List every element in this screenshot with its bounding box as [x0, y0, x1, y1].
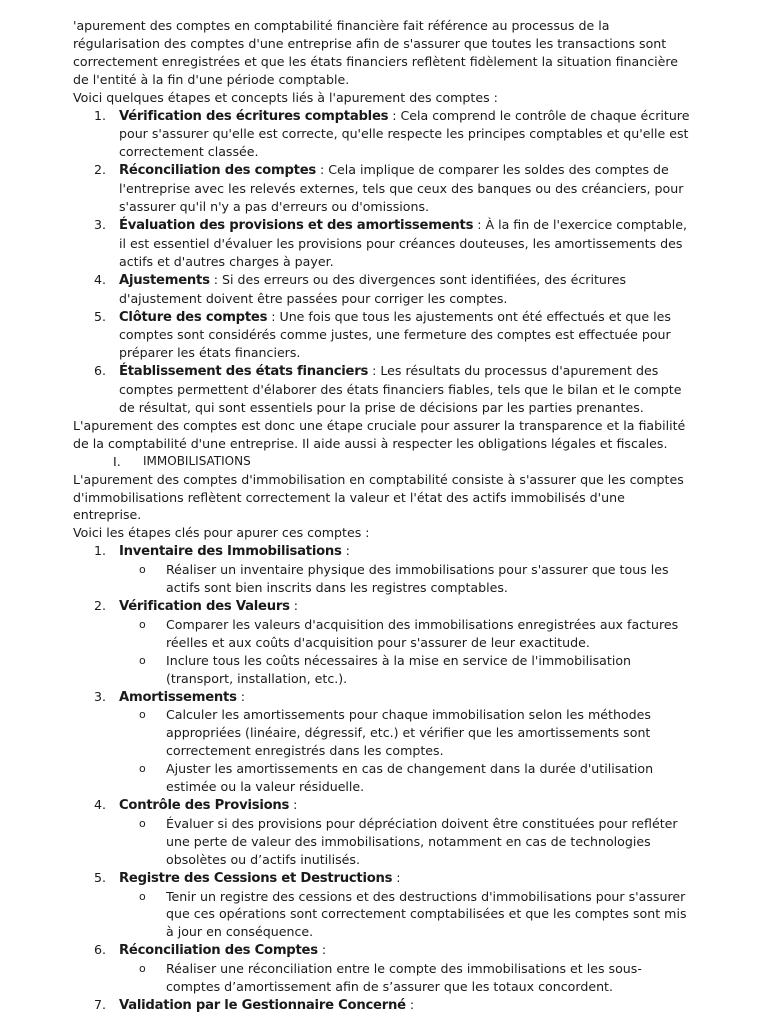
section-title: IMMOBILISATIONS: [143, 453, 251, 468]
list-item: 3. Amortissements :: [93, 688, 245, 705]
list-item: 1. Vérification des écritures comptables : Cela comprend le contrôle de chaque écriture pour s'assurer qu'elle est correcte, qu'elle respecte les principes comptables et qu'elle est correctement classée.: [93, 107, 690, 160]
item-title: Registre des Cessions et Destructions: [119, 870, 393, 886]
sub-item: o Évaluer si des provisions pour dépréciation doivent être constituées pour refléter une perte de valeur des immobilisations, notamment en cas de technologies obsolètes ou d’actifs inutilisés.: [139, 815, 678, 867]
section-numeral: I.: [113, 453, 121, 469]
sub-item: o Réaliser une réconciliation entre le compte des immobilisations et les sous-comptes d’amortissement afin de s’assurer que les totaux concordent.: [139, 961, 642, 995]
bullet-icon: o: [139, 617, 146, 631]
sub-item: o Tenir un registre des cessions et des destructions d'immobilisations pour s'assurer que ces opérations sont correctement comptabilisées et que les comptes sont mis à jour en conséquence.: [139, 888, 687, 940]
bullet-icon: o: [139, 962, 146, 976]
steps-list: [73, 107, 696, 417]
item-title: Clôture des comptes: [119, 309, 268, 325]
list-item: 2. Vérification des Valeurs :: [93, 598, 298, 614]
item-title: Établissement des états financiers: [119, 364, 369, 380]
sub-item: o Ajuster les amortissements en cas de changement dans la durée d'utilisation estimée ou la valeur résiduelle.: [139, 761, 654, 795]
bullet-icon: o: [139, 816, 146, 830]
list-item: 6. Réconciliation des Comptes :: [93, 942, 327, 959]
item-title: Ajustements: [119, 272, 210, 288]
item-title: Validation par le Gestionnaire Concerné: [119, 997, 406, 1013]
bullet-icon: o: [139, 889, 146, 903]
sub-item: o Réaliser un inventaire physique des immobilisations pour s'assurer que tous les actifs sont bien inscrits dans les registres comptables.: [139, 562, 669, 596]
item-title: Amortissements: [119, 689, 237, 705]
intro-paragraph: 'apurement des comptes en comptabilité financière fait référence au processus de la régularisation des comptes d'une entreprise afin de s'assurer que toutes les transactions sont correctement enregistrées et que les états financiers reflètent fidèlement la situation financière de l'entité à la fin d'une période comptable.: [73, 18, 679, 87]
section-lead: Voici les étapes clés pour apurer ces comptes :: [73, 525, 370, 541]
section-heading: [73, 453, 696, 471]
list-item: 4. Contrôle des Provisions :: [93, 796, 298, 813]
list-item: 6. Établissement des états financiers : Les résultats du processus d'apurement des comptes permettent d'élaborer des états financiers fiables, tels que le bilan et le compte de résultat, qui sont essentiels pour la prise de décisions par les parties prenantes.: [93, 363, 682, 416]
steps-lead: Voici quelques étapes et concepts liés à l'apurement des comptes :: [73, 89, 498, 105]
bullet-icon: o: [139, 563, 146, 577]
item-title: Contrôle des Provisions: [119, 797, 290, 813]
bullet-icon: o: [139, 708, 146, 722]
item-text: : Cela comprend le contrôle de chaque écriture pour s'assurer qu'elle est correcte, qu'elle respecte les principes comptables et qu'elle est correctement classée.: [119, 107, 690, 160]
bullet-icon: o: [139, 762, 146, 776]
sub-item: o Comparer les valeurs d'acquisition des immobilisations enregistrées aux factures réelles et aux coûts d'acquisition pour s'assurer de leur exactitude.: [139, 616, 679, 650]
item-title: Réconciliation des Comptes: [119, 943, 318, 959]
item-text: : À la fin de l'exercice comptable, il est essentiel d'évaluer les provisions pour créances douteuses, les amortissements des actifs et d'autres charges à payer.: [119, 216, 688, 269]
list-item: 2. Réconciliation des comptes : Cela implique de comparer les soldes des comptes de l'entreprise avec les relevés externes, tels que ceux des banques ou des créanciers, pour s'assurer qu'il n'y a pas d'erreurs ou d'omissions.: [93, 162, 684, 215]
item-text: : Si des erreurs ou des divergences sont identifiées, des écritures d'ajustement doivent être passées pour corriger les comptes.: [119, 271, 627, 306]
sub-item: o Calculer les amortissements pour chaque immobilisation selon les méthodes appropriées (linéaire, dégressif, etc.) et vérifier que les amortissements sont correctement enregistrés dans les comptes.: [139, 707, 651, 759]
list-item: 3. Évaluation des provisions et des amortissements : À la fin de l'exercice comptable, il est essentiel d'évaluer les provisions pour créances douteuses, les amortissements des actifs et d'autres charges à payer.: [93, 216, 688, 269]
item-title: Évaluation des provisions et des amortissements: [119, 217, 474, 233]
item-text: : Une fois que tous les ajustements ont été effectués et que les comptes sont considérés comme justes, une fermeture des comptes est effectuée pour préparer les états financiers.: [119, 308, 671, 361]
bullet-icon: o: [139, 653, 146, 667]
item-title: Vérification des écritures comptables: [119, 108, 389, 124]
section-intro: L'apurement des comptes d'immobilisation en comptabilité consiste à s'assurer que les comptes d'immobilisations reflètent correctement la valeur et l'état des actifs immobilisés d'une entreprise.: [73, 471, 684, 523]
item-text: : Cela implique de comparer les soldes des comptes de l'entreprise avec les relevés externes, tels que ceux des banques ou des créanciers, pour s'assurer qu'il n'y a pas d'erreurs ou d'omissions.: [119, 162, 684, 215]
item-title: Réconciliation des comptes: [119, 163, 316, 179]
item-text: : Les résultats du processus d'apurement des comptes permettent d'élaborer des états financiers fiables, tels que le bilan et le compte de résultat, qui sont essentiels pour la prise de décisions par les parties prenantes.: [119, 363, 682, 416]
item-title: Inventaire des Immobilisations: [119, 544, 342, 560]
list-item: 4. Ajustements : Si des erreurs ou des divergences sont identifiées, des écritures d'ajustement doivent être passées pour corriger les comptes.: [93, 271, 627, 306]
item-title: Vérification des Valeurs: [119, 599, 290, 614]
list-item: 5. Registre des Cessions et Destructions :: [93, 869, 401, 886]
list-item: 1. Inventaire des Immobilisations :: [93, 543, 350, 560]
list-item: 7. Validation par le Gestionnaire Concerné :: [93, 996, 415, 1013]
sub-item: o Inclure tous les coûts nécessaires à la mise en service de l'immobilisation (transport, installation, etc.).: [139, 652, 632, 686]
immobilisation-steps-list: [73, 542, 696, 1015]
conclusion-paragraph: L'apurement des comptes est donc une étape cruciale pour assurer la transparence et la fiabilité de la comptabilité d'une entreprise. Il aide aussi à respecter les obligations légales et fiscales.: [73, 417, 686, 451]
list-item: 5. Clôture des comptes : Une fois que tous les ajustements ont été effectués et que les comptes sont considérés comme justes, une fermeture des comptes est effectuée pour préparer les états financiers.: [93, 308, 671, 361]
